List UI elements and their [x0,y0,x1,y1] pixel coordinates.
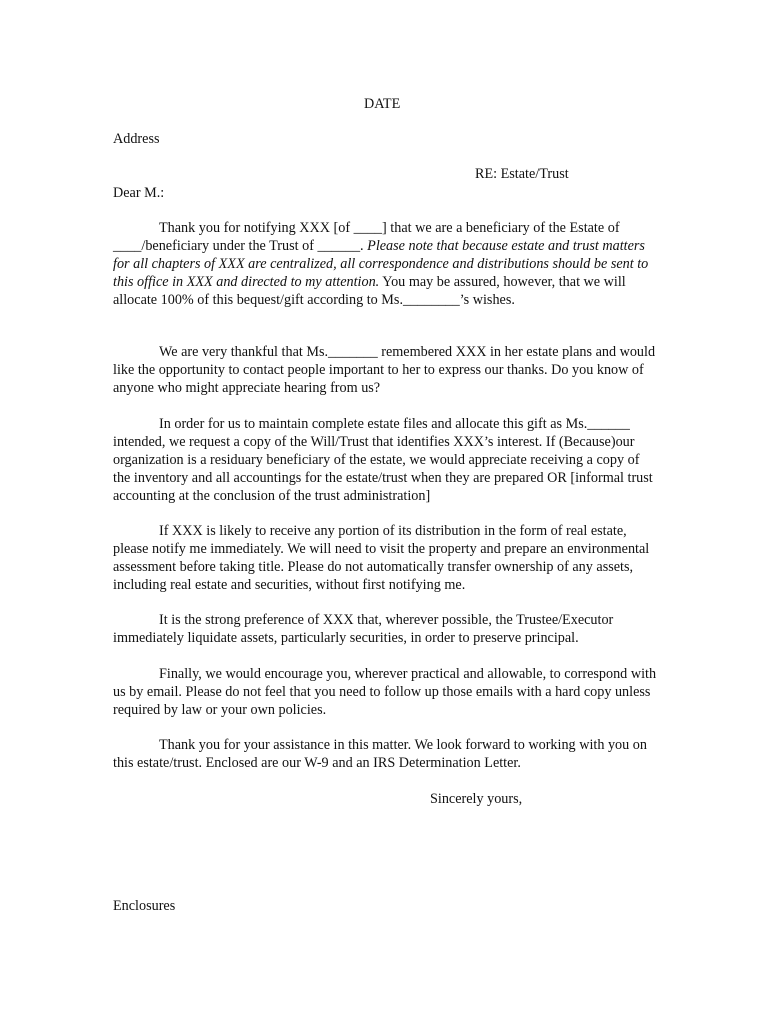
paragraph-1-lead: Thank you for notifying XXX [of ____] that we are a beneficiary of the Estate of ____/beneficiary under the Trust of ______. [113,220,620,254]
paragraph-3: In order for us to maintain complete estate files and allocate this gift as Ms.______ intended, we request a copy of the Will/Trust that identifies XXX’s interest. If (Because)our organization is a residuary beneficiary of the estate, we would appreciate receiving a copy of the inventory and all accountings for the estate/trust when they are prepared OR [informal trust accounting at the conclusion of the trust administration] [113,416,653,504]
salutation: Dear M.: [113,185,165,201]
paragraph-1-tail: You may be assured, however, that we will allocate 100% of this bequest/gift according to Ms.________’s wishes. [113,274,626,308]
paragraph-1 [113,219,658,309]
paragraph-5: It is the strong preference of XXX that, wherever possible, the Trustee/Executor immediately liquidate assets, particularly securities, in order to preserve principal. [113,612,614,646]
address-line: Address [113,131,160,147]
paragraph-4: If XXX is likely to receive any portion of its distribution in the form of real estate, please notify me immediately. We will need to visit the property and prepare an environmental assessment before taking title. Please do not automatically transfer ownership of any assets, including real estate and securities, without first notifying me. [113,523,650,593]
date-line: DATE [364,96,401,112]
paragraph-7: Thank you for your assistance in this matter. We look forward to working with you on this estate/trust. Enclosed are our W-9 and an IRS Determination Letter. [113,737,647,771]
paragraph-2: We are very thankful that Ms._______ remembered XXX in her estate plans and would like the opportunity to contact people important to her to express our thanks. Do you know of anyone who might appreciate hearing from us? [113,344,656,396]
paragraph-6: Finally, we would encourage you, wherever practical and allowable, to correspond with us by email. Please do not feel that you need to follow up those emails with a hard copy unless required by law or your own policies. [113,666,657,718]
re-line: RE: Estate/Trust [475,166,569,182]
enclosures: Enclosures [113,898,176,914]
paragraph-1-italic-note: Please note that because estate and trust matters for all chapters of XXX are centralized, all correspondence and distributions should be sent to this office in XXX and directed to my attention. [113,238,649,290]
closing: Sincerely yours, [430,791,523,807]
